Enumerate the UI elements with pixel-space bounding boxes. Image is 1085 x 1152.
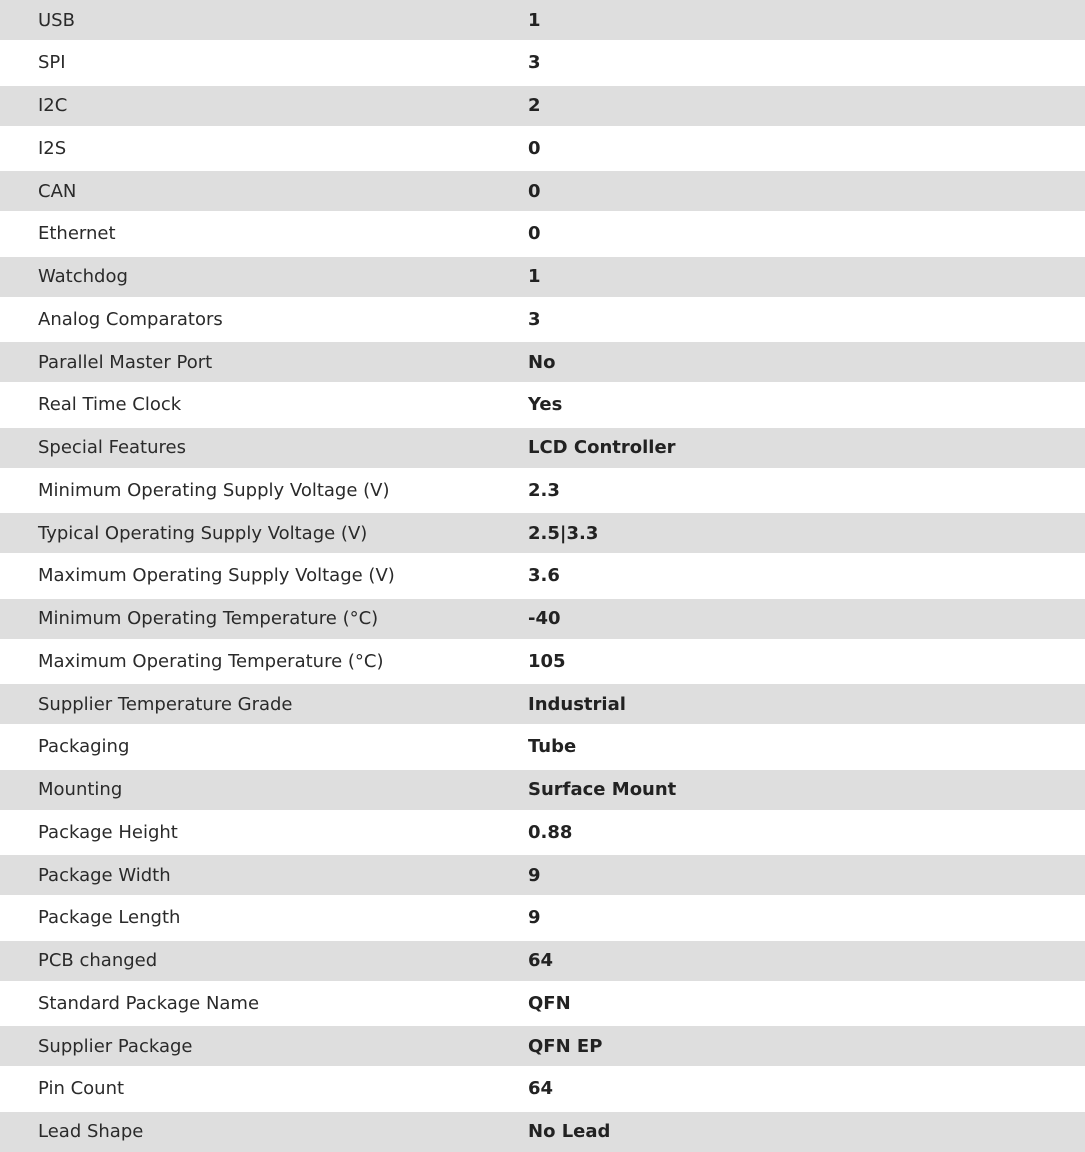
spec-label: Package Length xyxy=(38,907,181,929)
spec-value: 64 xyxy=(528,950,554,971)
spec-value: 2 xyxy=(528,95,541,116)
spec-value: 0 xyxy=(528,137,541,159)
spec-value: 3.6 xyxy=(528,565,560,587)
spec-row-parallel-master-port xyxy=(0,342,1085,382)
spec-label: Mounting xyxy=(38,779,123,800)
spec-value: 1 xyxy=(528,266,541,287)
spec-row-pcb-changed xyxy=(0,941,1085,981)
spec-value: No xyxy=(528,351,556,373)
spec-value: Tube xyxy=(528,736,577,758)
spec-value: 0.88 xyxy=(528,821,573,843)
spec-label: I2C xyxy=(38,95,68,116)
spec-row-package-width xyxy=(0,855,1085,895)
spec-value: 105 xyxy=(528,650,566,672)
spec-row-i2s xyxy=(0,126,1085,172)
spec-row-spi xyxy=(0,40,1085,86)
spec-label: I2S xyxy=(38,137,67,159)
spec-label: SPI xyxy=(38,52,66,74)
spec-label: Analog Comparators xyxy=(38,308,223,330)
spec-label: Packaging xyxy=(38,736,130,758)
spec-label: Lead Shape xyxy=(38,1121,144,1142)
spec-label: Minimum Operating Temperature (°C) xyxy=(38,608,379,629)
spec-row-max-supply-voltage xyxy=(0,553,1085,599)
spec-row-i2c xyxy=(0,86,1085,126)
spec-label: Ethernet xyxy=(38,223,116,245)
spec-value: Surface Mount xyxy=(528,779,677,800)
spec-row-usb xyxy=(0,0,1085,40)
spec-label: Real Time Clock xyxy=(38,394,182,416)
spec-label: Typical Operating Supply Voltage (V) xyxy=(38,522,368,544)
spec-label: Package Height xyxy=(38,821,178,843)
spec-label: Standard Package Name xyxy=(38,992,260,1014)
spec-value: 2.5|3.3 xyxy=(528,522,599,544)
spec-row-package-length xyxy=(0,895,1085,941)
spec-label: USB xyxy=(38,9,75,31)
spec-label: Maximum Operating Temperature (°C) xyxy=(38,650,384,672)
spec-row-watchdog xyxy=(0,257,1085,297)
spec-label: Maximum Operating Supply Voltage (V) xyxy=(38,565,395,587)
spec-row-ethernet xyxy=(0,211,1085,257)
spec-value: 2.3 xyxy=(528,479,560,501)
spec-value: QFN EP xyxy=(528,1035,603,1057)
spec-row-can xyxy=(0,171,1085,211)
spec-label: PCB changed xyxy=(38,950,158,971)
spec-value: 0 xyxy=(528,223,541,245)
spec-value: 9 xyxy=(528,907,541,929)
spec-value: Industrial xyxy=(528,693,626,715)
spec-label: Pin Count xyxy=(38,1078,125,1100)
spec-value: 1 xyxy=(528,9,541,31)
spec-row-pin-count xyxy=(0,1066,1085,1112)
spec-value: QFN xyxy=(528,992,571,1014)
spec-value: 0 xyxy=(528,180,541,202)
spec-label: Parallel Master Port xyxy=(38,351,213,373)
spec-row-temperature-grade xyxy=(0,684,1085,724)
spec-label: Special Features xyxy=(38,437,186,458)
spec-row-mounting xyxy=(0,770,1085,810)
spec-row-analog-comparators xyxy=(0,297,1085,343)
spec-row-typ-supply-voltage xyxy=(0,513,1085,553)
spec-value: LCD Controller xyxy=(528,437,676,458)
spec-label: CAN xyxy=(38,180,77,202)
spec-row-special-features xyxy=(0,428,1085,468)
spec-value: 3 xyxy=(528,52,541,74)
spec-label: Package Width xyxy=(38,864,171,886)
spec-label: Supplier Package xyxy=(38,1035,193,1057)
spec-label: Supplier Temperature Grade xyxy=(38,693,293,715)
spec-value: 3 xyxy=(528,308,541,330)
spec-row-min-supply-voltage xyxy=(0,468,1085,514)
spec-value: Yes xyxy=(528,394,563,416)
spec-row-max-temperature xyxy=(0,639,1085,685)
spec-row-min-temperature xyxy=(0,599,1085,639)
spec-value: 64 xyxy=(528,1078,554,1100)
spec-label: Minimum Operating Supply Voltage (V) xyxy=(38,479,390,501)
spec-value: 9 xyxy=(528,864,541,886)
spec-row-standard-package-name xyxy=(0,981,1085,1027)
spec-value: -40 xyxy=(528,608,561,629)
spec-row-supplier-package xyxy=(0,1026,1085,1066)
spec-row-package-height xyxy=(0,810,1085,856)
spec-label: Watchdog xyxy=(38,266,128,287)
spec-value: No Lead xyxy=(528,1121,611,1142)
spec-row-packaging xyxy=(0,724,1085,770)
spec-row-real-time-clock xyxy=(0,382,1085,428)
